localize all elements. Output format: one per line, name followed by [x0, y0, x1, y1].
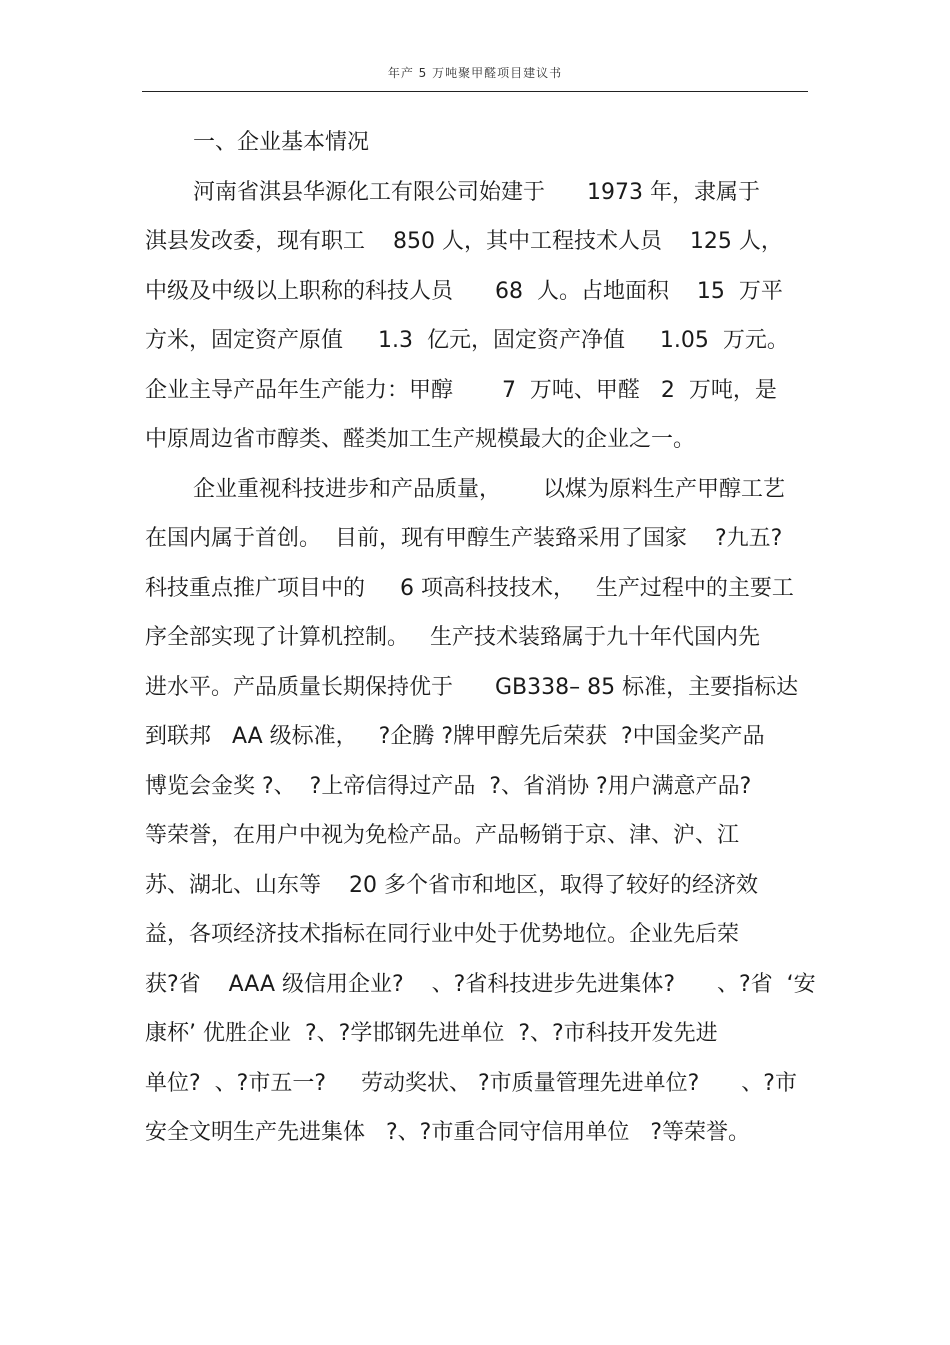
text-line: 安全文明生产先进集体 ?、?市重合同守信用单位 ?等荣誉。: [145, 1120, 750, 1145]
paragraph-company-profile: [145, 168, 815, 465]
text-line: 康杯’ 优胜企业 ?、?学邯钢先进单位 ?、?市科技开发先进: [145, 1021, 718, 1046]
running-header: 年产 5 万吨聚甲醛项目建议书: [387, 66, 563, 80]
text-line: 博览会金奖 ?、 ?上帝信得过产品 ?、省消协 ?用户满意产品?: [145, 773, 752, 799]
text-line: 方米，固定资产原值 1.3 亿元，固定资产净值 1.05 万元。: [145, 328, 789, 353]
text-line: 到联邦 AA 级标准， ?企腾 ?牌甲醇先后荣获 ?中国金奖产品: [145, 724, 765, 749]
text-line: 企业重视科技进步和产品质量， 以煤为原料生产甲醇工艺: [193, 476, 785, 502]
header-rule: [142, 91, 808, 92]
text-line: 益，各项经济技术指标在同行业中处于优势地位。企业先后荣: [145, 922, 740, 947]
paragraph-technology-quality: [145, 465, 815, 1158]
text-line: 单位? 、?市五一? 劳动奖状、 ?市质量管理先进单位? 、?市: [145, 1070, 797, 1096]
text-line: 等荣誉，在用户中视为免检产品。产品畅销于京、津、沪、江: [145, 823, 740, 848]
section-heading: 一、企业基本情况: [193, 130, 370, 155]
text-line: 苏、湖北、山东等 20 多个省市和地区，取得了较好的经济效: [145, 872, 758, 898]
text-line: 淇县发改委，现有职工 850 人，其中工程技术人员 125 人，: [145, 229, 783, 254]
text-line: 中级及中级以上职称的科技人员 68 人。占地面积 15 万平: [145, 278, 783, 304]
text-line: 获?省 AAA 级信用企业? 、?省科技进步先进集体? 、?省 ‘安: [145, 971, 816, 997]
text-line: 进水平。产品质量长期保持优于 GB338– 85 标准，主要指标达: [145, 674, 799, 700]
text-line: 序全部实现了计算机控制。 生产技术装臵属于九十年代国内先: [145, 625, 760, 650]
text-line: 在国内属于首创。 目前，现有甲醇生产装臵采用了国家 ?九五?: [145, 526, 783, 551]
text-line: 科技重点推广项目中的 6 项高科技技术， 生产过程中的主要工: [145, 575, 794, 601]
document-body: [145, 118, 815, 1158]
text-line: 企业主导产品年生产能力：甲醇 7 万吨、甲醛 2 万吨，是: [145, 377, 777, 403]
text-line: 河南省淇县华源化工有限公司始建于 1973 年，隶属于: [193, 179, 760, 205]
text-line: 中原周边省市醇类、醛类加工生产规模最大的企业之一。: [145, 427, 696, 452]
